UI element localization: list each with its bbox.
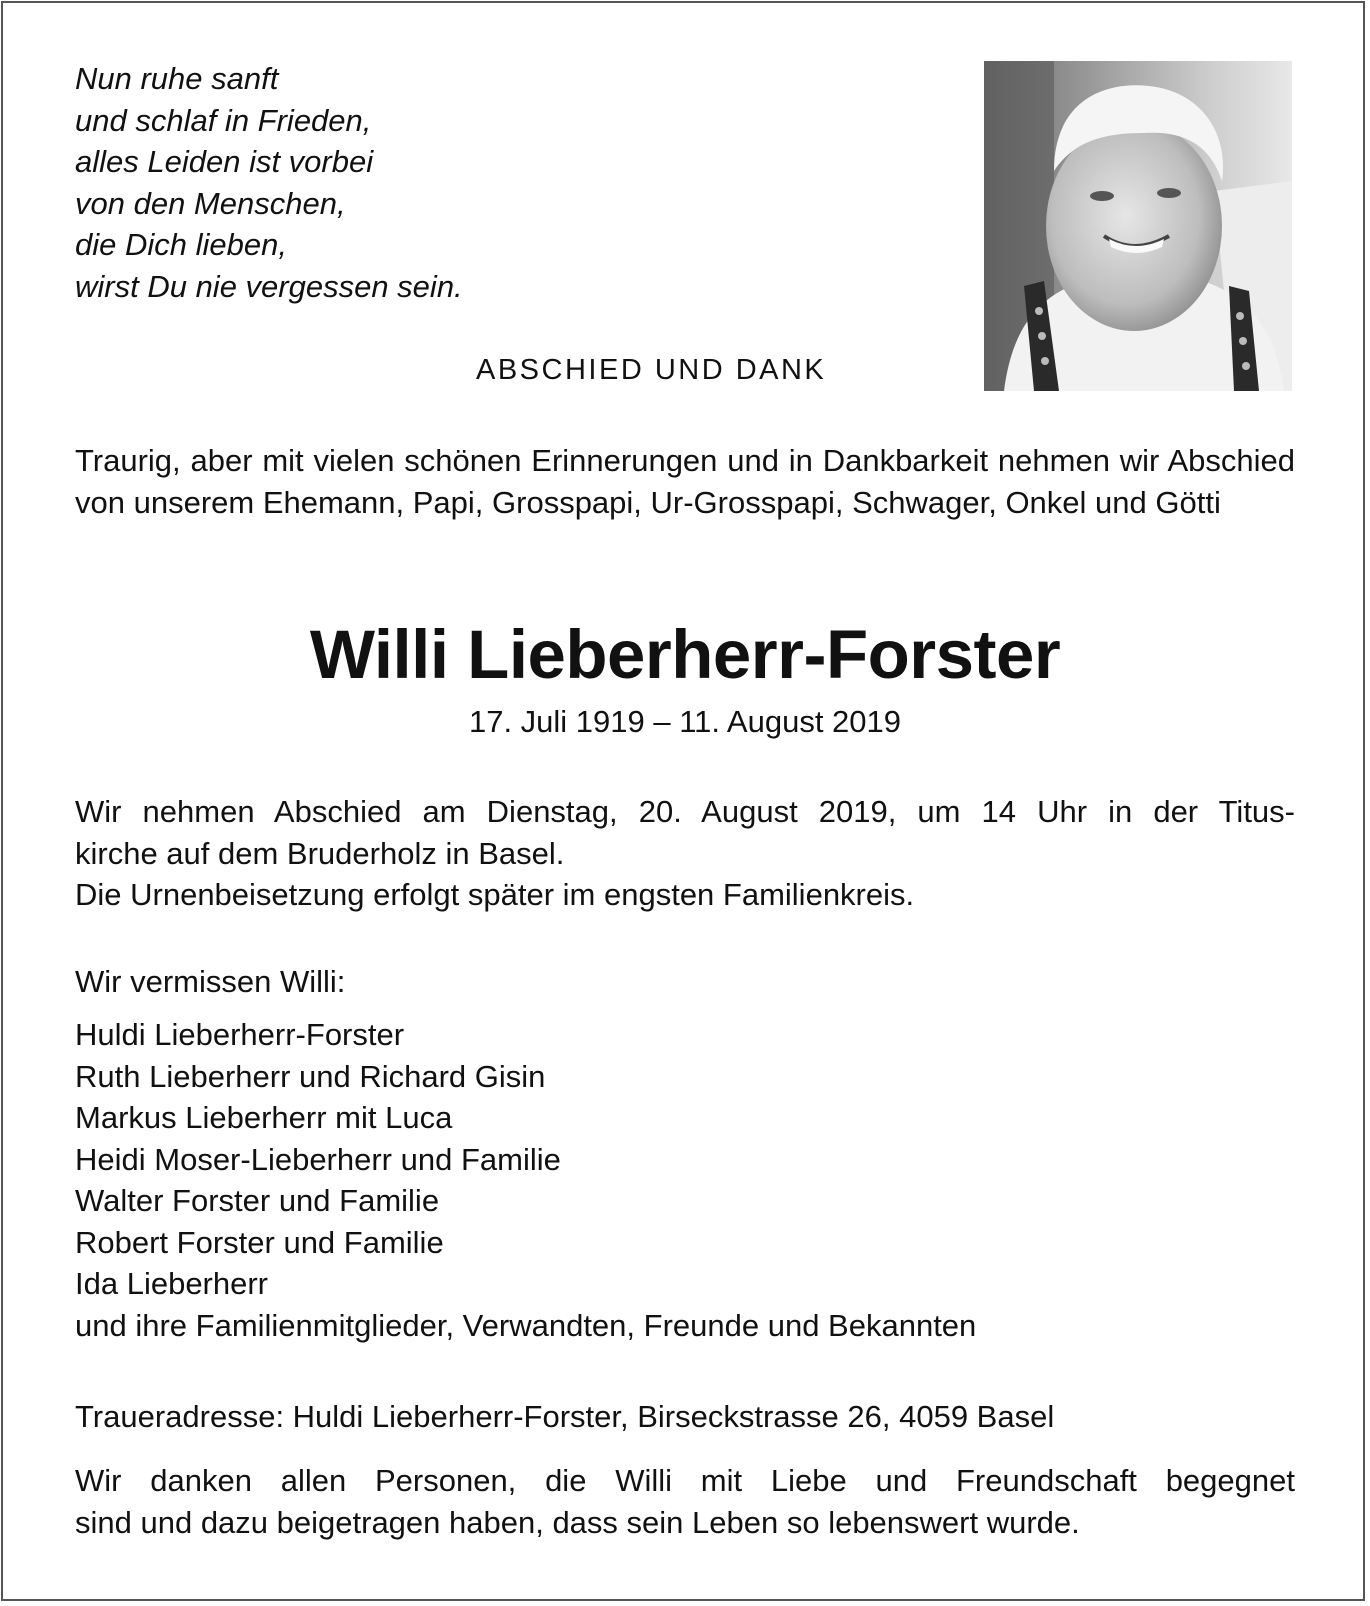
poem-line: und schlaf in Frieden, bbox=[75, 102, 372, 138]
mourner-name: Ida Lieberherr bbox=[75, 1266, 269, 1301]
mourning-address bbox=[75, 1396, 1295, 1438]
notice-heading: ABSCHIED UND DANK bbox=[476, 354, 827, 386]
mourner-name: Markus Lieberherr mit Luca bbox=[75, 1100, 453, 1135]
mourners-intro: Wir vermissen Willi: bbox=[75, 964, 346, 999]
thanks-line: Wir danken allen Personen, die Willi mit Liebe und Freundschaft begegnet bbox=[75, 1463, 1295, 1498]
poem bbox=[75, 58, 635, 307]
thanks-line: sind und dazu beigetragen haben, dass sein Leben so lebenswert wurde. bbox=[75, 1504, 1080, 1540]
mourners-list bbox=[75, 1014, 1295, 1346]
service-info bbox=[75, 791, 1295, 916]
service-line: Die Urnenbeisetzung erfolgt später im engsten Familienkreis. bbox=[75, 877, 915, 912]
service-line: kirche auf dem Bruderholz in Basel. bbox=[75, 835, 565, 871]
portrait-photo-graphic bbox=[984, 61, 1292, 391]
deceased-name: Willi Lieberherr-Forster bbox=[309, 616, 1061, 693]
address-text: Traueradresse: Huldi Lieberherr-Forster, Birseckstrasse 26, 4059 Basel bbox=[75, 1399, 1055, 1434]
poem-line: wirst Du nie vergessen sein. bbox=[75, 268, 463, 304]
mourner-name: Walter Forster und Familie bbox=[75, 1183, 440, 1218]
portrait-photo-icon bbox=[984, 61, 1292, 391]
poem-line: Nun ruhe sanft bbox=[75, 61, 279, 96]
poem-line: von den Menschen, bbox=[75, 185, 346, 221]
life-dates: 17. Juli 1919 – 11. August 2019 bbox=[468, 704, 902, 739]
mourner-name: Heidi Moser-Lieberherr und Familie bbox=[75, 1141, 561, 1177]
mourner-name: Huldi Lieberherr-Forster bbox=[75, 1017, 405, 1052]
poem-line: alles Leiden ist vorbei bbox=[75, 144, 374, 179]
intro-paragraph: Traurig, aber mit vielen schönen Erinnerungen und in Dankbarkeit nehmen wir Abschied von unserem Ehemann, Papi, Grosspapi, Ur-Grosspapi, Schwager, Onkel und Götti bbox=[75, 443, 1295, 520]
mourner-name: Ruth Lieberherr und Richard Gisin bbox=[75, 1058, 546, 1094]
mourner-name: Robert Forster und Familie bbox=[75, 1224, 444, 1260]
thanks-paragraph bbox=[75, 1460, 1295, 1543]
poem-line: die Dich lieben, bbox=[75, 227, 287, 262]
mourner-name: und ihre Familienmitglieder, Verwandten, Freunde und Bekannten bbox=[75, 1307, 977, 1343]
service-line: Wir nehmen Abschied am Dienstag, 20. August 2019, um 14 Uhr in der Titus- bbox=[75, 794, 1295, 829]
